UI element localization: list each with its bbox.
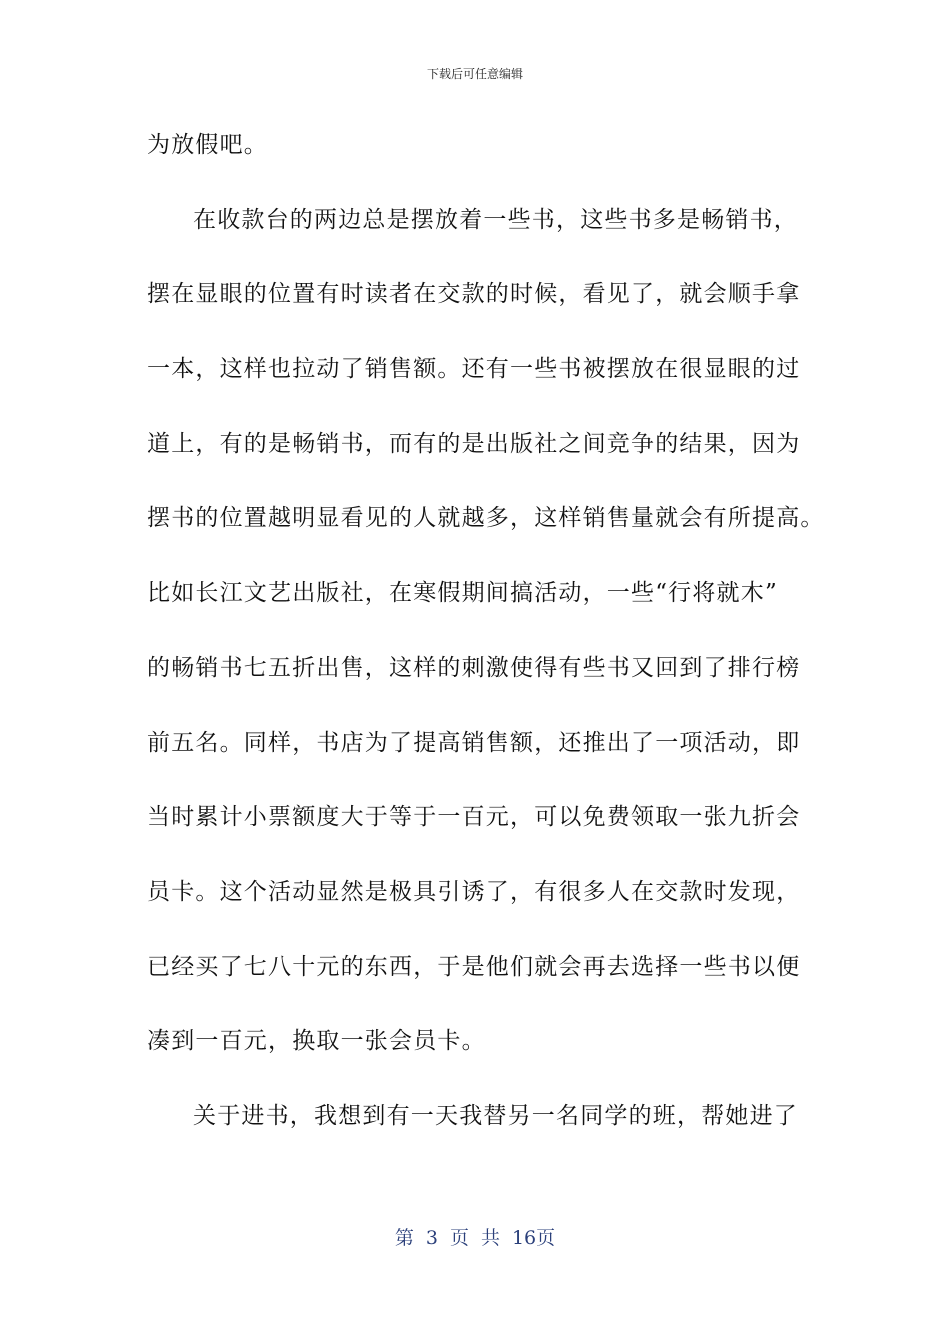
- text-line: 关于进书，我想到有一天我替另一名同学的班，帮她进了: [193, 1102, 798, 1129]
- text-line: 一本，这样也拉动了销售额。还有一些书被摆放在很显眼的过: [147, 356, 801, 383]
- footer-current-page: 3: [425, 1227, 438, 1249]
- text-line: 前五名。同样，书店为了提高销售额，还推出了一项活动，即: [147, 729, 801, 756]
- text-line: 摆书的位置越明显看见的人就越多，这样销售量就会有所提高。: [147, 505, 825, 532]
- text-line: 当时累计小票额度大于等于一百元，可以免费领取一张九折会: [147, 804, 801, 831]
- document-body: [147, 120, 825, 1166]
- footer-label-di: 第: [394, 1227, 414, 1249]
- text-line: 已经买了七八十元的东西，于是他们就会再去选择一些书以便: [147, 953, 801, 980]
- footer-total-pages: 16页: [511, 1227, 556, 1249]
- text-line: 在收款台的两边总是摆放着一些书，这些书多是畅销书，: [193, 206, 798, 233]
- header-note: 下载后可任意编辑: [426, 67, 523, 81]
- text-line: 摆在显眼的位置有时读者在交款的时候，看见了，就会顺手拿: [147, 281, 801, 308]
- page-footer: [0, 1224, 950, 1252]
- footer-label-gong: 共: [480, 1227, 500, 1249]
- text-line: 员卡。这个活动显然是极具引诱了，有很多人在交款时发现，: [147, 878, 801, 905]
- text-line: 比如长江文艺出版社，在寒假期间搞活动，一些“行将就木”: [147, 580, 778, 607]
- footer-label-ye: 页: [449, 1227, 469, 1249]
- text-line: 道上，有的是畅销书，而有的是出版社之间竞争的结果，因为: [147, 430, 801, 457]
- text-line: 为放假吧。: [147, 132, 268, 158]
- text-line: 凑到一百元，换取一张会员卡。: [147, 1028, 486, 1055]
- text-line: 的畅销书七五折出售，这样的刺激使得有些书又回到了排行榜: [147, 654, 801, 681]
